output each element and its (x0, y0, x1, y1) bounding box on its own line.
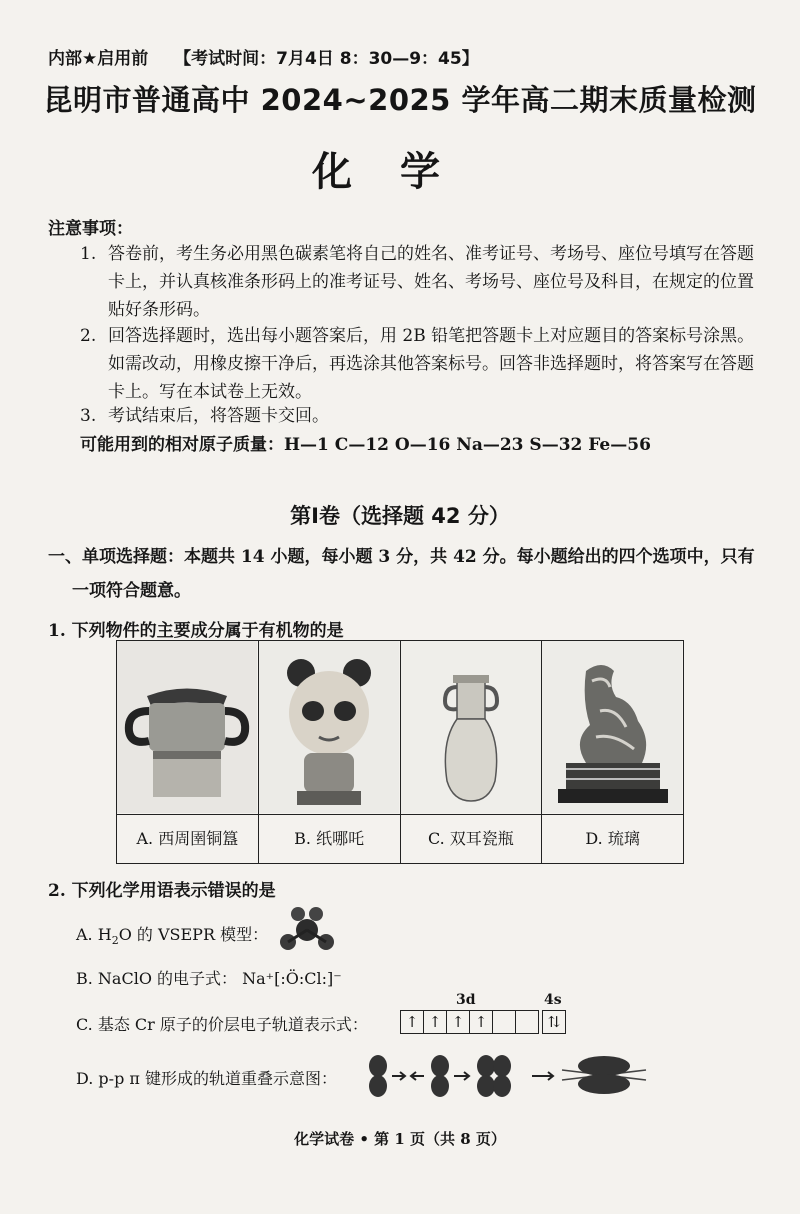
exam-time: 【考试时间：7月4日 8：30—9：45】 (174, 49, 479, 69)
option-b-formula: Na⁺[:Ö:Cl:]⁻ (242, 969, 342, 988)
question-2-option-b (76, 966, 342, 989)
option-d-cell (542, 641, 683, 863)
orbital-box: ↑ (447, 1011, 470, 1033)
notice-item (80, 322, 760, 406)
glass-sculpture-image (542, 641, 682, 813)
question-2-option-a (76, 922, 268, 947)
option-c-text: C. 基态 Cr 原子的价层电子轨道表示式： (76, 1015, 368, 1034)
notice-num: 2. (80, 326, 97, 346)
option-a-letter: A. (76, 925, 93, 944)
question-1-image-table (116, 640, 684, 864)
option-b-label: B. 纸哪吒 (259, 814, 400, 863)
orbital-4s-box (542, 1010, 566, 1034)
option-d-text: D. p-p π 键形成的轨道重叠示意图： (76, 1069, 338, 1088)
notice-item (80, 240, 760, 324)
orbital-box (493, 1011, 516, 1033)
option-d-label: D. 琉璃 (542, 814, 683, 863)
orbital-4s-label: 4s (544, 992, 562, 1008)
notice-text: 考试结束后，将答题卡交回。 (108, 406, 329, 426)
porcelain-vase-image (401, 641, 541, 813)
orbital-box: ⇅ (547, 1013, 561, 1031)
paper-nezha-image (259, 641, 399, 813)
header-line (48, 44, 499, 69)
orbital-3d-boxes (400, 1010, 539, 1034)
pp-pi-overlap-diagram-icon (356, 1052, 656, 1098)
option-a-label: A. 西周圉铜簋 (117, 814, 258, 863)
option-a-text: O 的 VSEPR 模型： (118, 925, 269, 944)
option-a-cell (117, 641, 259, 863)
notice-title: 注意事项： (48, 219, 133, 239)
question-2-option-c (76, 1012, 368, 1035)
exam-title: 昆明市普通高中 2024~2025 学年高二期末质量检测 (43, 83, 757, 117)
option-b-cell (259, 641, 401, 863)
confidential-label: 内部★启用前 (48, 49, 149, 69)
orbital-box: ↑ (424, 1011, 447, 1033)
subject-title: 化学 (312, 149, 488, 195)
option-a-formula-base: H (97, 925, 112, 944)
vsepr-model-icon (272, 904, 342, 954)
option-c-cell (401, 641, 543, 863)
bronze-gui-image (117, 641, 257, 813)
atomic-masses: 可能用到的相对原子质量：H—1 C—12 O—16 Na—23 S—32 Fe—56 (80, 435, 651, 455)
notice-item (80, 402, 760, 430)
notice-num: 1. (80, 244, 97, 264)
notice-text: 回答选择题时，选出每小题答案后，用 2B 铅笔把答题卡上对应题目的答案标号涂黑。如需改动，用橡皮擦干净后，再选涂其他答案标号。回答非选择题时，将答案写在答题卡上。写在本试卷上无效。 (108, 326, 755, 402)
section-title: 第Ⅰ卷（选择题 42 分） (290, 504, 510, 528)
orbital-box: ↑ (470, 1011, 493, 1033)
orbital-3d-label: 3d (456, 992, 476, 1008)
section-instructions (48, 540, 760, 608)
question-2-stem: 2. 下列化学用语表示错误的是 (48, 881, 276, 901)
option-a-formula-sub: 2 (111, 934, 119, 948)
notice-text: 答卷前，考生务必用黑色碳素笔将自己的姓名、准考证号、考场号、座位号填写在答题卡上，并认真核准条形码上的准考证号、姓名、考场号、座位号及科目，在规定的位置贴好条形码。 (108, 244, 754, 320)
orbital-box (516, 1011, 538, 1033)
notice-num: 3. (80, 406, 97, 426)
option-b-text: B. NaClO 的电子式： (76, 969, 238, 988)
question-1-stem: 1. 下列物件的主要成分属于有机物的是 (48, 621, 344, 641)
page-footer: 化学试卷 • 第 1 页（共 8 页） (294, 1130, 506, 1148)
instr-line-2: 一项符合题意。 (72, 581, 191, 601)
instr-line-1: 一、单项选择题：本题共 14 小题，每小题 3 分，共 42 分。每小题给出的四个选项中，只有 (48, 547, 755, 567)
question-2-option-d (76, 1066, 337, 1089)
orbital-box: ↑ (401, 1011, 424, 1033)
option-c-label: C. 双耳瓷瓶 (401, 814, 542, 863)
